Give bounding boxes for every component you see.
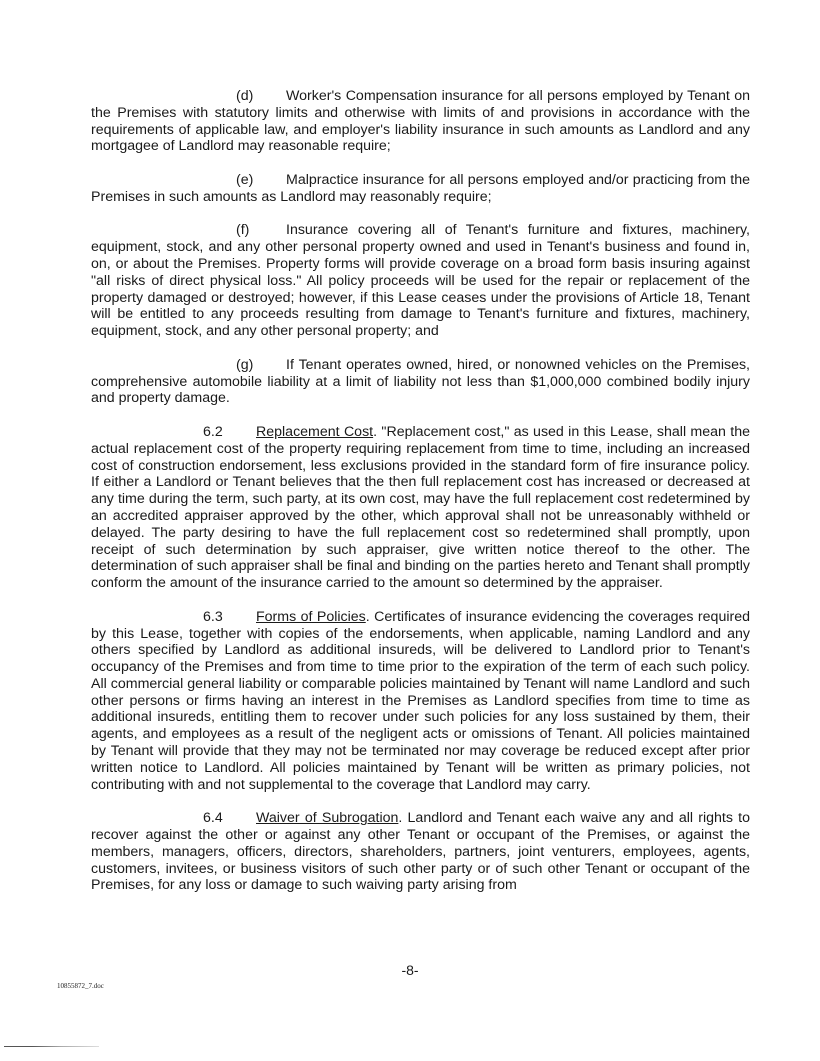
subparagraph-label: (d) [236, 88, 254, 104]
subparagraph-text: Insurance covering all of Tenant's furniture and fixtures, machinery, equipment, stock, and any other personal property owned and used in Tenant's business and found in, on, or about the Premises. Property forms will provide coverage on a broad form basis insuring against "all risks of direct physical loss." All policy proceeds will be used for the repair or replacement of the property damaged or destroyed; however, if this Lease ceases under the provisions of Article 18, Tenant will be entitled to any proceeds resulting from damage to Tenant's furniture and fixtures, machinery, equipment, stock, and any other personal property; and [91, 222, 750, 340]
scan-artifact-line [4, 1046, 99, 1047]
section-heading: Replacement Cost [256, 423, 374, 440]
subparagraph-text: Worker's Compensation insurance for all persons employed by Tenant on the Premises with statutory limits and otherwise with limits of and provisions in accordance with the requirements of applicable law, and employer's liability insurance in such amounts as Landlord and any mortgagee of Landlord may reasonable require; [91, 88, 750, 155]
document-id: 10855872_7.doc [57, 982, 104, 990]
subparagraph-g [91, 357, 750, 407]
subparagraph-label: (f) [236, 222, 250, 239]
subparagraph-text: Malpractice insurance for all persons employed and/or practicing from the Premises in such amounts as Landlord may reasonably require; [91, 171, 750, 205]
page-number: -8- [401, 962, 419, 978]
document-page [91, 88, 750, 911]
subparagraph-d [91, 88, 750, 155]
section-6-4 [91, 810, 750, 894]
subparagraph-text: If Tenant operates owned, hired, or nonowned vehicles on the Premises, comprehensive automobile liability at a limit of liability not less than $1,000,000 combined bodily injury and property damage. [91, 356, 750, 407]
subparagraph-label: (e) [236, 171, 254, 188]
subparagraph-e [91, 172, 750, 206]
section-number: 6.3 [203, 608, 223, 625]
section-text: . "Replacement cost," as used in this Lease, shall mean the actual replacement cost of the property requiring replacement from time to time, including an increased cost of construction endorsement, less exclusions provided in the standard form of fire insurance policy. If either a Landlord or Tenant believes that the then full replacement cost has increased or decreased at any time during the term, such party, at its own cost, may have the full replacement cost redetermined by an accredited appraiser approved by the other, which approval shall not be unreasonably withheld or delayed. The party desiring to have the full replacement cost so redetermined shall promptly, upon receipt of such determination by such appraiser, give written notice thereof to the other. The determination of such appraiser shall be final and binding on the parties hereto and Tenant shall promptly conform the amount of the insurance carried to the amount so determined by the appraiser. [91, 423, 750, 592]
section-number: 6.4 [203, 810, 223, 827]
section-heading: Forms of Policies [256, 608, 366, 625]
section-text: . Landlord and Tenant each waive any and all rights to recover against the other or against any other Tenant or occupant of the Premises, or against the members, managers, officers, directors, shareholders, partners, joint venturers, employees, agents, customers, invitees, or business visitors of such other party or of such other Tenant or occupant of the Premises, for any loss or damage to such waiving party arising from [91, 810, 750, 894]
subparagraph-label: (g) [236, 356, 254, 373]
subparagraph-f [91, 222, 750, 340]
section-6-2 [91, 424, 750, 592]
section-text: . Certificates of insurance evidencing the coverages required by this Lease, together with copies of the endorsements, when applicable, naming Landlord and any others specified by Landlord as additional insureds, will be delivered to Landlord prior to Tenant's occupancy of the Premises and from time to time prior to the expiration of the term of each such policy. All commercial general liability or comparable policies maintained by Tenant will name Landlord and such other persons or firms having an interest in the Premises as Landlord specifies from time to time as additional insureds, entitling them to recover under such policies for any loss sustained by them, their agents, and employees as a result of the negligent acts or omissions of Tenant. All policies maintained by Tenant will provide that they may not be terminated nor may coverage be reduced except after prior written notice to Landlord. All policies maintained by Tenant will be written as primary policies, not contributing with and not supplemental to the coverage that Landlord may carry. [91, 608, 750, 793]
section-6-3 [91, 609, 750, 794]
section-heading: Waiver of Subrogation [256, 810, 399, 827]
section-number: 6.2 [203, 423, 223, 440]
